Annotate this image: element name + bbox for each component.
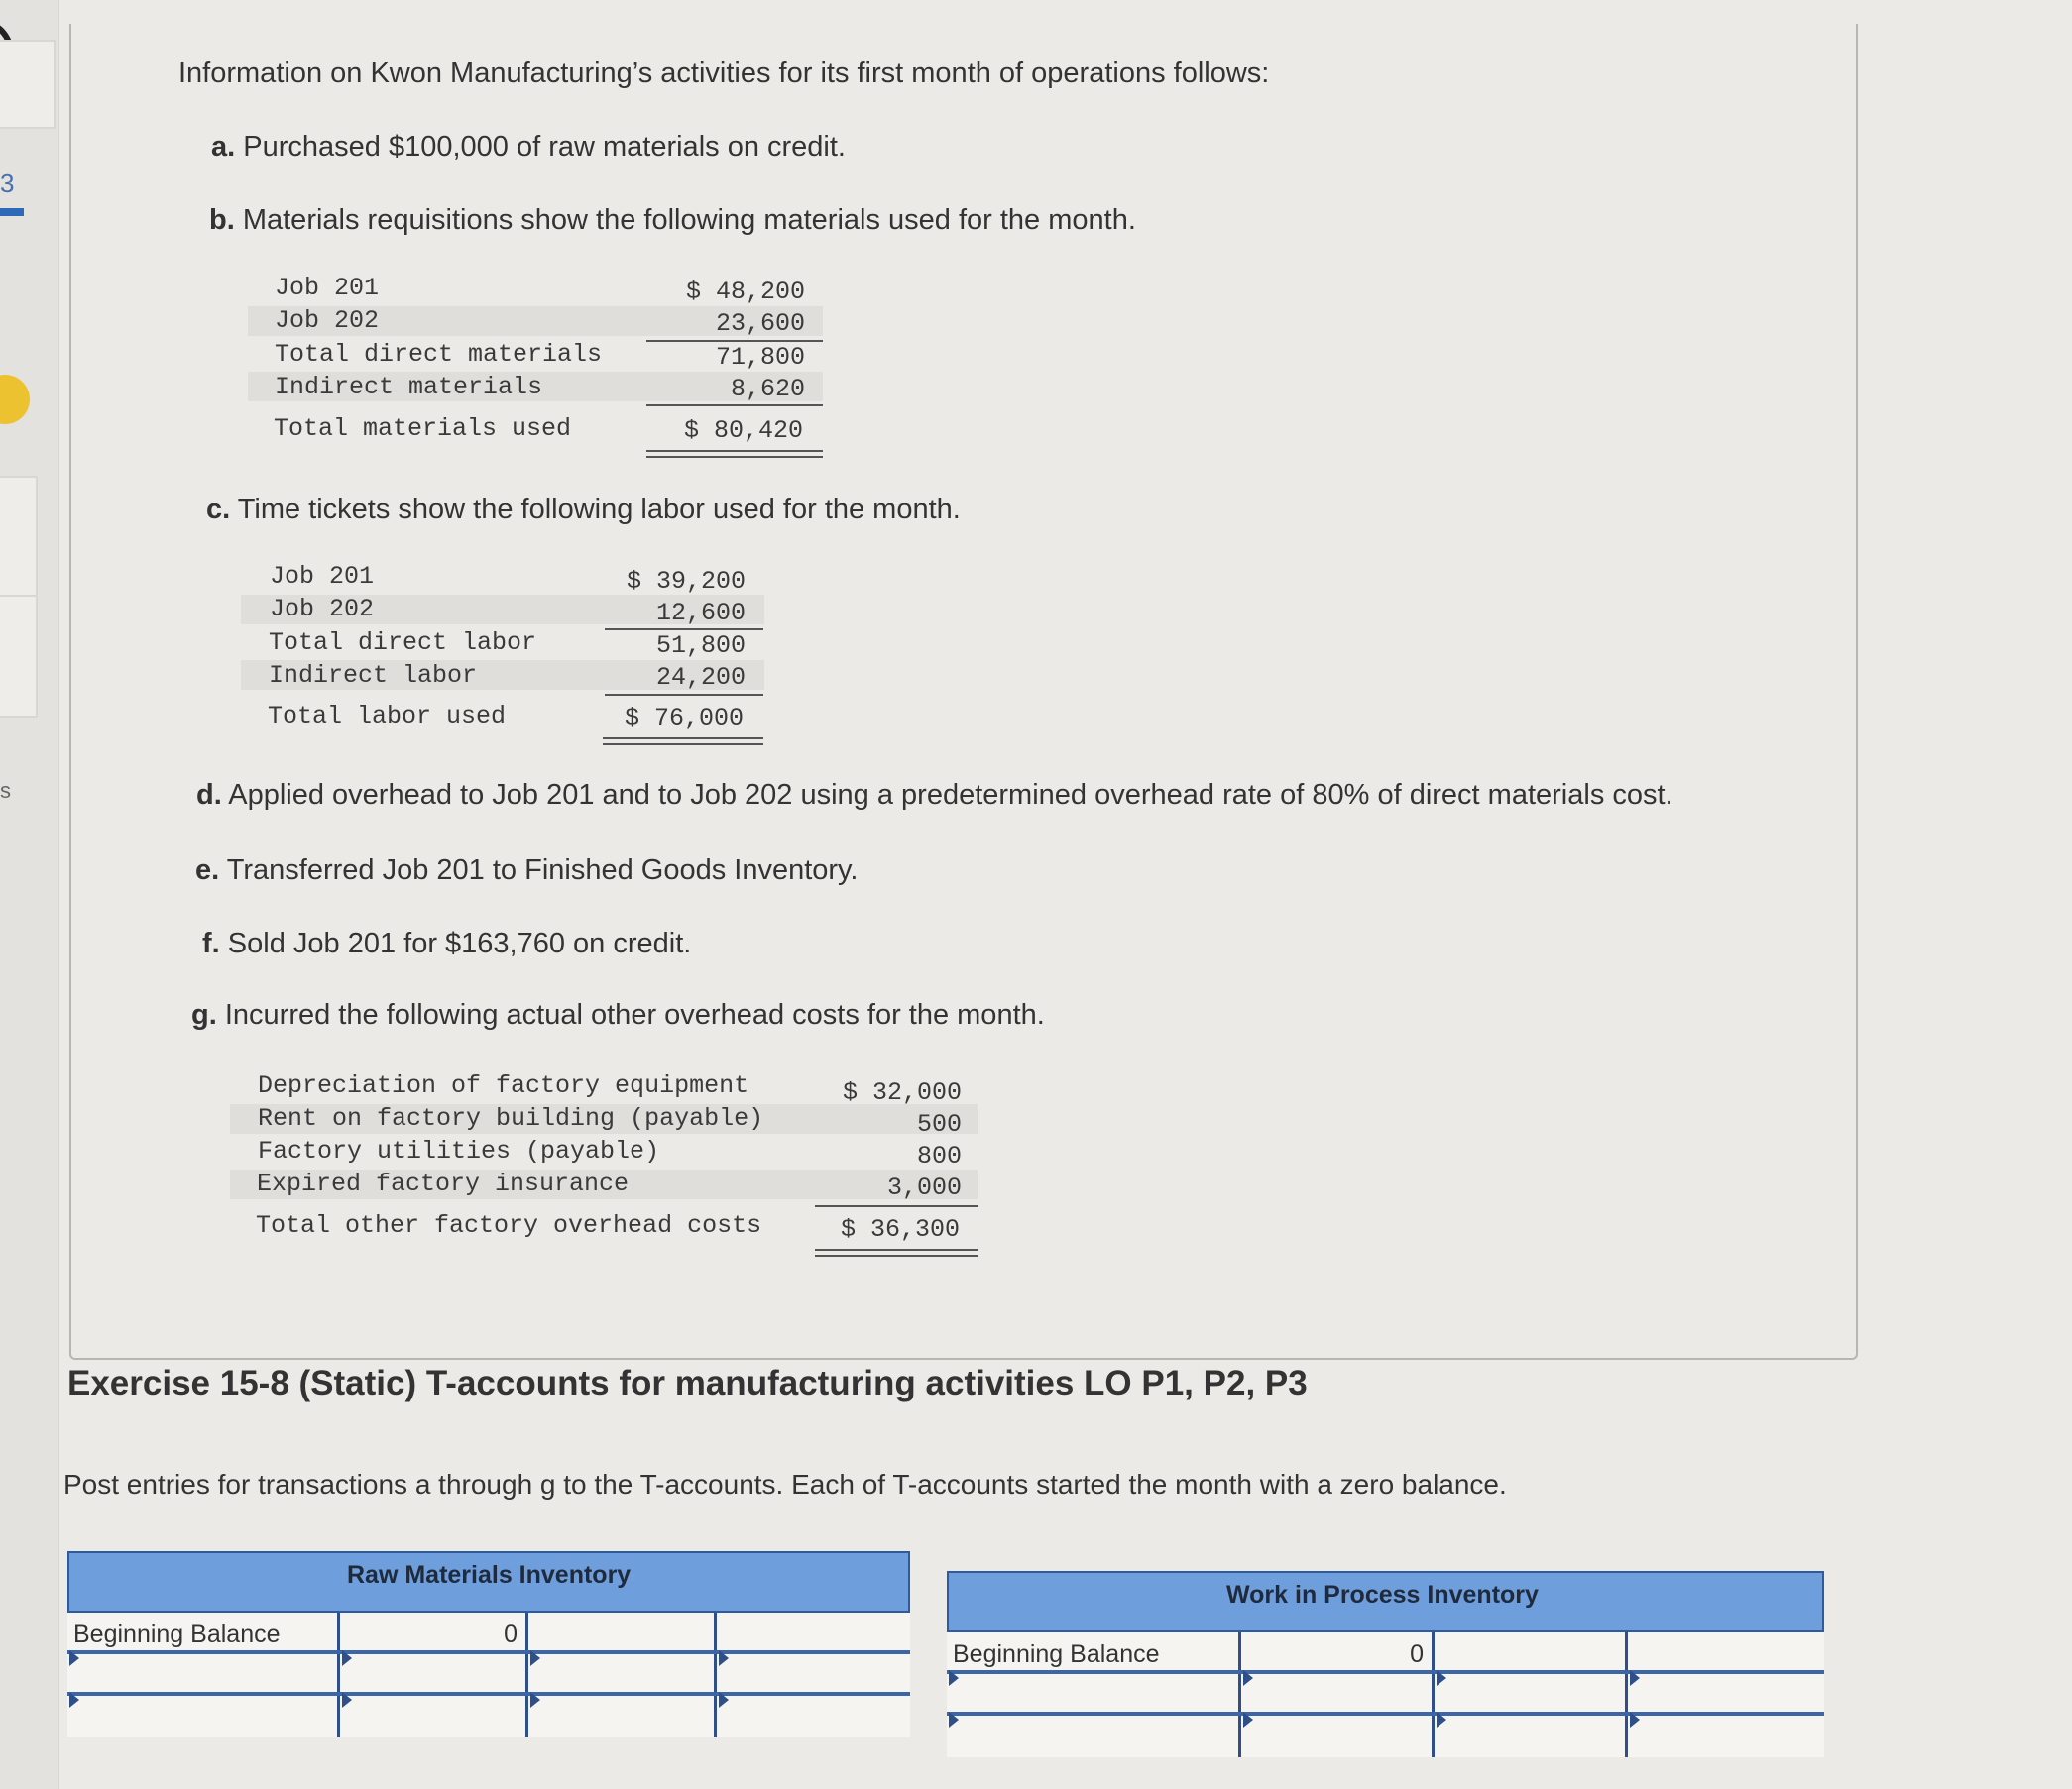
taccount-header bbox=[67, 1551, 910, 1613]
taccount-input-row bbox=[67, 1696, 910, 1737]
debit-label-input[interactable] bbox=[947, 1716, 1241, 1757]
table-row-value: 71,800 bbox=[715, 343, 805, 372]
item-e: e. Transferred Job 201 to Finished Goods Inventory. bbox=[195, 854, 859, 886]
table-row-value: 12,600 bbox=[655, 599, 746, 627]
double-underline bbox=[603, 737, 763, 739]
double-underline bbox=[646, 450, 823, 452]
table-row-label: Indirect materials bbox=[275, 373, 543, 401]
underline bbox=[605, 628, 763, 630]
credit-label-input[interactable] bbox=[1435, 1716, 1628, 1757]
underline bbox=[815, 1205, 978, 1207]
table-row-value: 23,600 bbox=[715, 309, 805, 338]
question-number[interactable]: 3 bbox=[0, 168, 15, 198]
table-row-value: 500 bbox=[916, 1110, 962, 1139]
sidebar-tab[interactable] bbox=[0, 40, 56, 129]
underline bbox=[646, 404, 823, 406]
table-row-value: 51,800 bbox=[655, 631, 746, 660]
underline bbox=[605, 694, 763, 696]
taccount-input-row bbox=[947, 1674, 1824, 1716]
table-row-label: Expired factory insurance bbox=[257, 1170, 630, 1198]
beginning-balance-value: 0 bbox=[1410, 1640, 1424, 1668]
underline bbox=[646, 340, 823, 342]
table-row-label: Total direct materials bbox=[275, 340, 603, 369]
left-sidebar bbox=[0, 0, 59, 1789]
table-row-value: $ 32,000 bbox=[842, 1078, 962, 1107]
item-c: c. Time tickets show the following labor used for the month. bbox=[206, 494, 961, 525]
credit-amount-input[interactable] bbox=[717, 1696, 910, 1737]
taccount-input-row bbox=[947, 1716, 1824, 1757]
table-row-label: Rent on factory building (payable) bbox=[258, 1104, 764, 1133]
beginning-balance-label: Beginning Balance bbox=[73, 1621, 281, 1648]
sidebar-tab[interactable] bbox=[0, 595, 38, 718]
table-row-label: Total direct labor bbox=[269, 628, 537, 657]
credit-label-input[interactable] bbox=[528, 1654, 717, 1692]
credit-label-cell[interactable] bbox=[1435, 1632, 1628, 1670]
debit-label-input[interactable] bbox=[947, 1674, 1241, 1712]
credit-amount-input[interactable] bbox=[717, 1654, 910, 1692]
table-row-label: Job 202 bbox=[275, 306, 380, 335]
item-d: d. Applied overhead to Job 201 and to Job 202 using a predetermined overhead rate of 80% of direct materials cost. bbox=[196, 779, 1673, 811]
credit-amount-cell[interactable] bbox=[1628, 1632, 1824, 1670]
table-row-value: 24,200 bbox=[655, 663, 746, 692]
table-row-value: $ 48,200 bbox=[685, 278, 805, 306]
table-row-value: 800 bbox=[916, 1142, 962, 1171]
table-row-label: Total labor used bbox=[268, 702, 507, 730]
taccount-row bbox=[947, 1632, 1824, 1674]
intro-text: Information on Kwon Manufacturing’s activities for its first month of operations follows: bbox=[178, 57, 1270, 89]
taccount-header bbox=[947, 1571, 1824, 1632]
double-underline bbox=[603, 743, 763, 745]
taccount-row bbox=[67, 1613, 910, 1654]
taccount-work-in-process bbox=[947, 1571, 1824, 1759]
item-f: f. Sold Job 201 for $163,760 on credit. bbox=[202, 928, 692, 959]
beginning-balance-label: Beginning Balance bbox=[953, 1640, 1160, 1668]
table-row-value: 8,620 bbox=[730, 375, 805, 403]
double-underline bbox=[815, 1255, 978, 1257]
table-row-value: $ 76,000 bbox=[624, 704, 744, 732]
table-row-label: Total other factory overhead costs bbox=[256, 1211, 762, 1240]
table-row-label: Job 201 bbox=[270, 562, 375, 591]
table-row-label: Job 202 bbox=[270, 595, 375, 623]
item-g: g. Incurred the following actual other overhead costs for the month. bbox=[191, 999, 1045, 1031]
table-row-value: $ 39,200 bbox=[626, 567, 746, 596]
flag-icon[interactable] bbox=[0, 375, 30, 424]
debit-amount-input[interactable] bbox=[340, 1696, 528, 1737]
credit-amount-cell[interactable] bbox=[717, 1613, 910, 1650]
table-row-label: Total materials used bbox=[274, 414, 572, 443]
table-row-label: Indirect labor bbox=[269, 661, 478, 690]
sidebar-label: s bbox=[0, 778, 11, 803]
taccount-title: Raw Materials Inventory bbox=[347, 1561, 632, 1589]
table-row-label: Depreciation of factory equipment bbox=[258, 1071, 749, 1100]
taccount-raw-materials bbox=[67, 1551, 910, 1739]
credit-amount-input[interactable] bbox=[1628, 1674, 1824, 1712]
sidebar-tab[interactable] bbox=[0, 476, 38, 599]
debit-amount-input[interactable] bbox=[1241, 1716, 1435, 1757]
table-row-value: $ 80,420 bbox=[683, 416, 803, 445]
taccount-title: Work in Process Inventory bbox=[1226, 1581, 1539, 1609]
double-underline bbox=[815, 1249, 978, 1251]
debit-label-input[interactable] bbox=[67, 1654, 340, 1692]
double-underline bbox=[646, 456, 823, 458]
table-row-label: Job 201 bbox=[275, 274, 380, 302]
table-row-value: $ 36,300 bbox=[840, 1215, 960, 1244]
credit-amount-input[interactable] bbox=[1628, 1716, 1824, 1757]
table-row-label: Factory utilities (payable) bbox=[258, 1137, 660, 1166]
item-b: b. Materials requisitions show the following materials used for the month. bbox=[209, 204, 1136, 236]
debit-amount-cell bbox=[340, 1613, 528, 1650]
current-question-marker bbox=[0, 208, 24, 216]
debit-amount-input[interactable] bbox=[1241, 1674, 1435, 1712]
exercise-title: Exercise 15-8 (Static) T-accounts for manufacturing activities LO P1, P2, P3 bbox=[67, 1364, 1308, 1402]
credit-label-input[interactable] bbox=[528, 1696, 717, 1737]
table-row-value: 3,000 bbox=[886, 1174, 962, 1202]
taccount-input-row bbox=[67, 1654, 910, 1696]
debit-label-cell bbox=[947, 1632, 1241, 1670]
item-a: a. Purchased $100,000 of raw materials on credit. bbox=[211, 131, 846, 163]
credit-label-cell[interactable] bbox=[528, 1613, 717, 1650]
debit-amount-cell bbox=[1241, 1632, 1435, 1670]
credit-label-input[interactable] bbox=[1435, 1674, 1628, 1712]
debit-label-input[interactable] bbox=[67, 1696, 340, 1737]
exercise-instructions: Post entries for transactions a through g to the T-accounts. Each of T-accounts started the month with a zero balance. bbox=[63, 1469, 1507, 1500]
debit-label-cell bbox=[67, 1613, 340, 1650]
debit-amount-input[interactable] bbox=[340, 1654, 528, 1692]
beginning-balance-value: 0 bbox=[504, 1621, 518, 1648]
